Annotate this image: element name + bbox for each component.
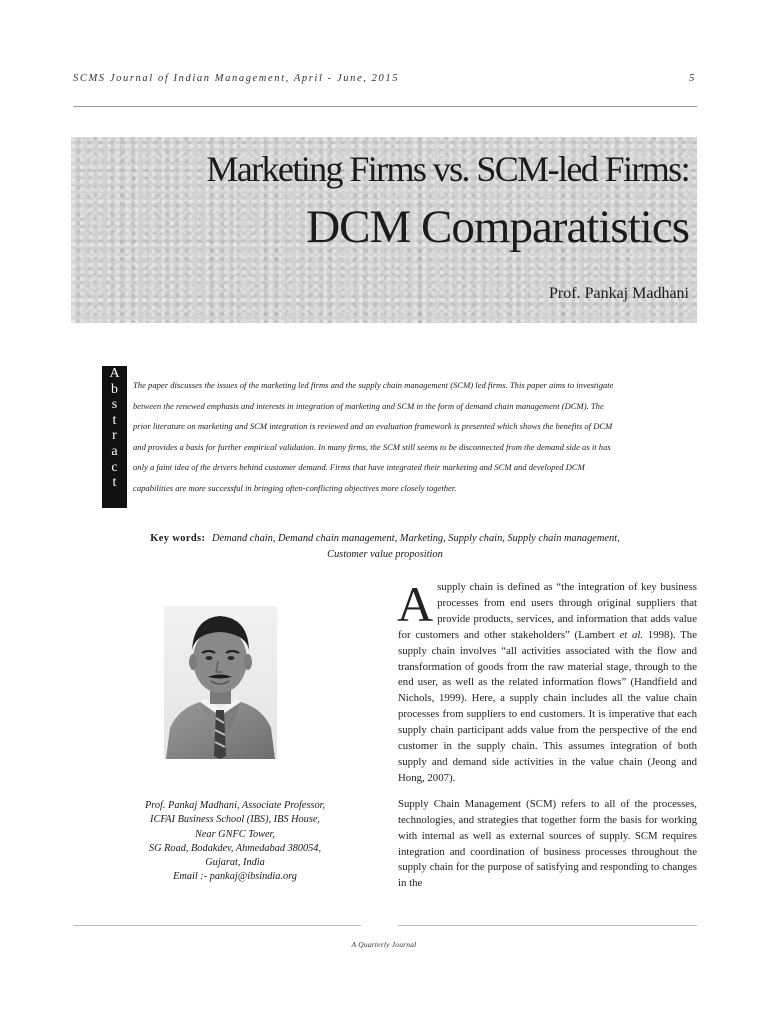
abstract-line: and provides a basis for further empirical validation. In many firms, the SCM still seems to be disconnected from the demand side as it has (133, 441, 611, 452)
drop-cap: A (397, 576, 434, 632)
abstract-letter: A (109, 366, 120, 381)
abstract-letter: c (111, 459, 118, 475)
paragraph-1-et-al: et al. (619, 628, 644, 641)
paragraph-1-text-b: 1998). The supply chain involves “all activities associated with the flow and transformation of goods from the raw material stage, through to the end user, as well as the related information flows” (Handfield and Nichols, 1999). Here, a supply chain includes all the value chain processes from suppliers to end customers. It is imperative that each supply chain participant adds value from the perspective of the end customer in the supply chain. This assumes integration of both supply and demand side activities in the value chain (Jeong and Hong, 2007). (398, 628, 697, 784)
affiliation-line: Prof. Pankaj Madhani, Associate Professor, (144, 800, 326, 811)
keywords-line-2: Customer value proposition (327, 549, 443, 560)
author-photo (164, 606, 277, 759)
affiliation-line: Near GNFC Tower, (194, 828, 275, 840)
title-line-1: Marketing Firms vs. SCM-led Firms: (206, 149, 689, 189)
footer-rule-right (398, 925, 697, 926)
abstract-line: only a faint idea of the drivers behind customer demand. Firms that have integrated their marketing and SCM and developed DCM (133, 462, 585, 472)
author-name: Prof. Pankaj Madhani (549, 285, 689, 302)
footer-rule-left (73, 925, 361, 926)
abstract-text (133, 375, 699, 498)
abstract-line: The paper discusses the issues of the marketing led firms and the supply chain management (SCM) led firms. This paper aims to investigate (133, 380, 614, 390)
abstract-letter: b (111, 381, 118, 397)
body-paragraph-2: Supply Chain Management (SCM) refers to all of the processes, technologies, and strategies that together form the basis for working with internal as well as external sources of supply. SCM requires integration and coordination of business processes throughout the supply chain for the purpose of satisfying and responding to changes in the (398, 797, 697, 890)
abstract-letter: t (112, 412, 117, 428)
keywords (100, 531, 670, 563)
affiliation-line: ICFAI Business School (IBS), IBS House, (150, 814, 320, 826)
abstract-letter: r (112, 428, 117, 444)
paragraph-1-text-a: supply chain is defined as “the integration of key business processes from end users through original suppliers that provide products, services, and information that adds value for customers and other stakeholders” (Lambert (398, 581, 697, 641)
abstract-letter: a (111, 443, 118, 459)
header-rule (73, 106, 697, 107)
affiliation-line: SG Road, Bodakdev, Ahmedabad 380054, (148, 842, 322, 854)
abstract-line: between the renewed emphasis and interests in integration of marketing and SCM in the form of demand chain management (DCM). The (133, 400, 604, 411)
abstract-letter: t (112, 475, 117, 491)
keywords-line-1 (100, 531, 670, 547)
title-line-2: DCM Comparatistics (306, 201, 689, 253)
keywords-list: Demand chain, Demand chain management, Marketing, Supply chain, Supply chain management, (211, 533, 620, 544)
body-paragraph-1 (397, 576, 697, 787)
author-affiliation (100, 799, 370, 885)
title-banner (71, 137, 697, 323)
footer-text: A Quarterly Journal (351, 940, 417, 949)
abstract-line: capabilities are more successful in bringing often-conflicting objectives more closely together. (133, 482, 457, 493)
keywords-label: Key words: (150, 533, 206, 544)
running-head: SCMS Journal of Indian Management, April - June, 2015 (73, 73, 400, 84)
abstract-letter: s (111, 397, 118, 413)
abstract-label (102, 366, 127, 508)
body-text (397, 576, 697, 902)
affiliation-line: Email :- pankaj@ibsindia.org (173, 871, 297, 883)
abstract-line: prior literature on marketing and SCM integration is reviewed and an evaluation framework is presented which shows the benefits of DCM (133, 421, 613, 431)
page-number: 5 (689, 73, 695, 84)
affiliation-line: Gujarat, India (205, 857, 265, 869)
